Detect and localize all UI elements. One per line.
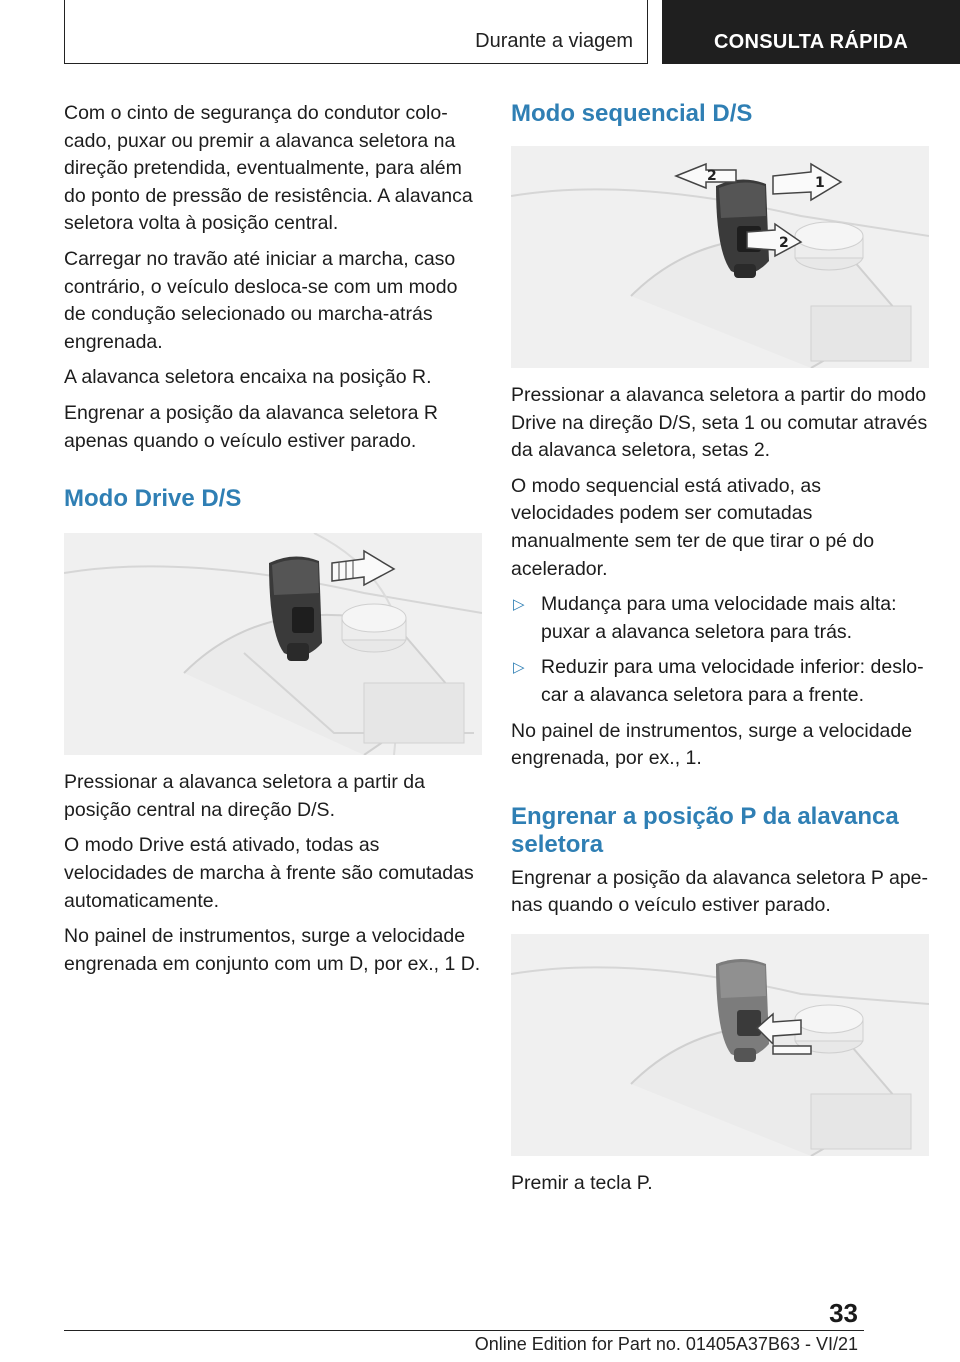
arrow-label: 2 [707, 168, 717, 184]
arrow-label: 1 [815, 175, 825, 191]
triangle-bullet-icon: ▷ [513, 596, 525, 614]
paragraph: Engrenar a posição da alavanca seletora R apenas quando o veículo estiver parado. [64, 401, 438, 452]
header-tab-label: CONSULTA RÁPIDA [713, 31, 909, 53]
paragraph: O modo Drive está ativado, todas as velocidades de marcha à frente são comutadas automaticamente. [64, 834, 474, 912]
bullet-list [511, 591, 929, 709]
page-number: 33 [829, 1298, 858, 1328]
gear-selector-sequential-illustration [511, 146, 929, 368]
gear-selector-drive-illustration [64, 533, 482, 755]
header-section-box [64, 0, 648, 64]
arrow-label: 2 [779, 235, 789, 251]
header-section-title: Durante a viagem [475, 30, 633, 52]
left-column [64, 100, 482, 986]
paragraph: O modo sequencial está ativado, as velocidades podem ser comutadas manualmente sem ter de que tirar o pé do acelerador. [511, 474, 875, 580]
paragraph: Carregar no travão até iniciar a marcha, caso contrário, o veículo desloca-se com um modo de condução selecionado ou marcha-atrás engrenada. [64, 247, 458, 353]
paragraph: Engrenar a posição da alavanca seletora P apenas quando o veículo estiver parado. [511, 866, 929, 917]
header-tab[interactable] [662, 0, 960, 64]
paragraph: A alavanca seletora encaixa na posição R. [64, 366, 432, 389]
section-heading-sequential: Modo sequencial D/S [511, 100, 753, 127]
edition-note: Online Edition for Part no. 01405A37B63 - VI/21 [474, 1334, 858, 1354]
paragraph: Com o cinto de segurança do condutor colocado, puxar ou premir a alavanca seletora na direção pretendida, eventualmente, para além do ponto de pressão de resistência. A alavanca seletora volta à posição central. [64, 102, 473, 235]
list-item-text: Reduzir para uma velocidade inferior: deslocar a alavanca seletora para a frente. [541, 656, 924, 706]
list-item [511, 654, 929, 709]
section-heading-drive: Modo Drive D/S [64, 485, 242, 513]
section-heading-park: Engrenar a posição P da alavanca seletora [511, 802, 899, 858]
footer-divider [64, 1330, 864, 1331]
triangle-bullet-icon: ▷ [513, 659, 525, 677]
paragraph: No painel de instrumentos, surge a velocidade engrenada, por ex., 1. [511, 719, 913, 770]
paragraph: Pressionar a alavanca seletora a partir da posição central na direção D/S. [64, 771, 425, 821]
right-column [511, 100, 929, 1206]
paragraph: Premir a tecla P. [511, 1171, 653, 1194]
gear-selector-park-illustration [511, 934, 929, 1156]
list-item-text: Mudança para uma velocidade mais alta: puxar a alavanca seletora para trás. [541, 593, 897, 643]
paragraph: No painel de instrumentos, surge a velocidade engrenada em conjunto com um D, por ex., 1 D. [64, 925, 481, 975]
list-item [511, 591, 929, 646]
paragraph: Pressionar a alavanca seletora a partir do modo Drive na direção D/S, seta 1 ou comutar através da alavanca seletora, setas 2. [511, 384, 928, 462]
